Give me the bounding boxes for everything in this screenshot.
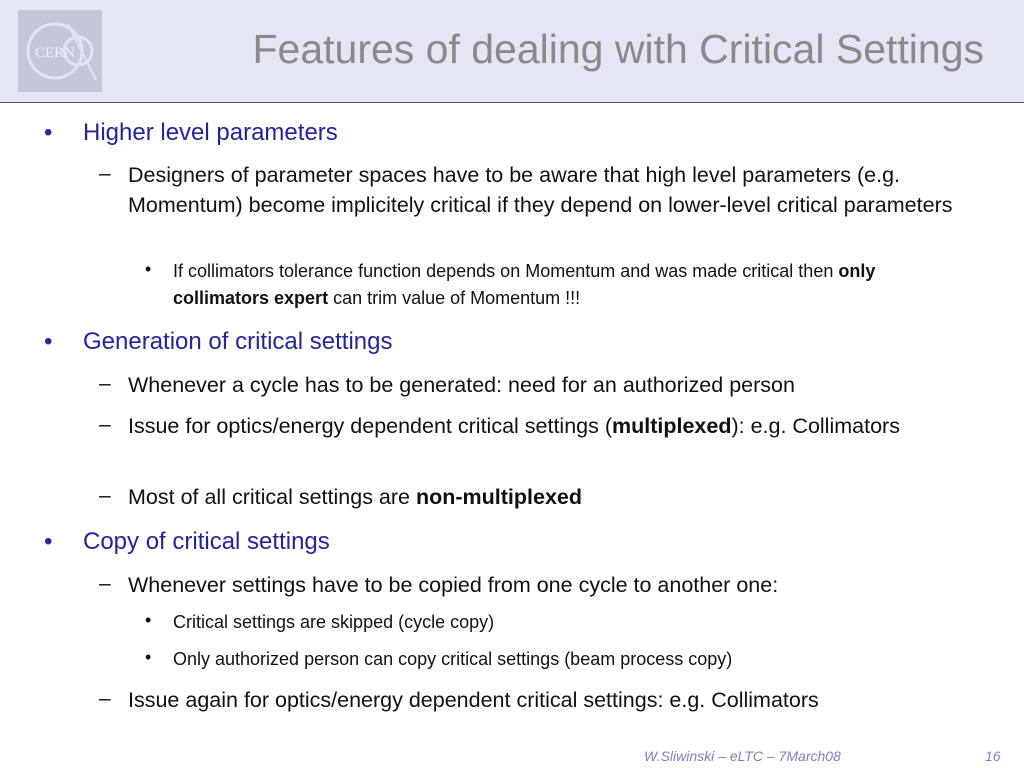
bullet-level1: • bbox=[44, 328, 53, 355]
sub-point: Whenever settings have to be copied from one cycle to another one: bbox=[128, 573, 779, 597]
dash-level2: – bbox=[99, 687, 111, 710]
detail-point: Critical settings are skipped (cycle copy) bbox=[173, 612, 495, 632]
footer-page-number: 16 bbox=[985, 748, 1001, 764]
sub-point: Whenever a cycle has to be generated: need for an authorized person bbox=[128, 373, 795, 397]
slide-title: Features of dealing with Critical Settings bbox=[252, 26, 984, 72]
svg-text:CERN: CERN bbox=[34, 45, 76, 61]
detail-point: Only authorized person can copy critical settings (beam process copy) bbox=[173, 649, 733, 669]
dash-level2: – bbox=[99, 413, 111, 436]
dash-level2: – bbox=[99, 572, 111, 595]
sub-point: Most of all critical settings are non-multiplexed bbox=[128, 485, 582, 509]
sub-point: Issue for optics/energy dependent critical settings (multiplexed): e.g. Collimators bbox=[128, 414, 900, 438]
section-heading: Higher level parameters bbox=[83, 119, 338, 146]
sub-point: Designers of parameter spaces have to be aware that high level parameters (e.g. Momentum) become implicitely critical if they depend on lower-level critical parameters bbox=[128, 163, 953, 217]
bullet-level1: • bbox=[44, 528, 53, 555]
sub-point: Issue again for optics/energy dependent critical settings: e.g. Collimators bbox=[128, 688, 819, 712]
dash-level2: – bbox=[99, 162, 111, 185]
bullet-level3: • bbox=[145, 647, 152, 667]
detail-point: If collimators tolerance function depends on Momentum and was made critical then only collimators expert can trim value of Momentum !!! bbox=[173, 261, 876, 308]
footer-author: W.Sliwinski – eLTC – 7March08 bbox=[644, 748, 841, 764]
dash-level2: – bbox=[99, 484, 111, 507]
section-heading: Generation of critical settings bbox=[83, 328, 393, 355]
bullet-level1: • bbox=[44, 119, 53, 146]
bullet-level3: • bbox=[145, 610, 152, 630]
section-heading: Copy of critical settings bbox=[83, 528, 330, 555]
dash-level2: – bbox=[99, 372, 111, 395]
bullet-level3: • bbox=[145, 259, 152, 279]
